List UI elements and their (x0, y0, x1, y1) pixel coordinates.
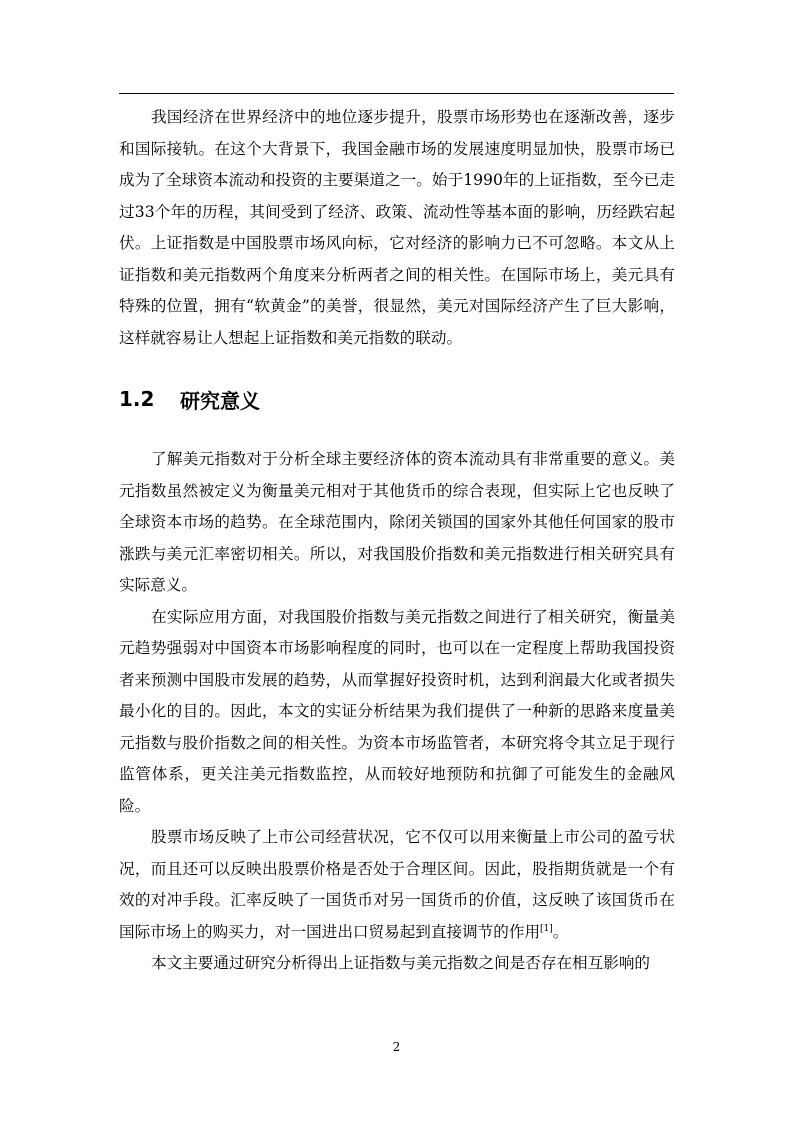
header-rule (119, 93, 674, 94)
citation-reference: [1] (540, 923, 553, 934)
intro-paragraph: 我国经济在世界经济中的地位逐步提升，股票市场形势也在逐渐改善，逐步和国际接轨。在这个大背景下，我国金融市场的发展速度明显加快，股票市场已成为了全球资本流动和投资的主要渠道之一。始于1990年的上证指数，至今已走过33个年的历程，其间受到了经济、政策、流动性等基本面的影响，历经跌宕起伏。上证指数是中国股票市场风向标，它对经济的影响力已不可忽略。本文从上证指数和美元指数两个角度来分析两者之间的相关性。在国际市场上，美元具有特殊的位置，拥有“软黄金”的美誉，很显然，美元对国际经济产生了巨大影响，这样就容易让人想起上证指数和美元指数的联动。 (119, 108, 675, 347)
page-number: 2 (392, 1040, 401, 1054)
paragraph-text: 股票市场反映了上市公司经营状况，它不仅可以用来衡量上市公司的盈亏状况，而且还可以反映出股票价格是否处于合理区间。因此，股指期货就是一个有效的对冲手段。汇率反映了一国货币对另一国货币的价值，这反映了该国货币在国际市场上的购买力，对一国进出口贸易起到直接调节的作用 (119, 828, 675, 941)
significance-paragraph-1: 了解美元指数对于分析全球主要经济体的资本流动具有非常重要的意义。美元指数虽然被定义为衡量美元相对于其他货币的综合表现，但实际上它也反映了全球资本市场的趋势。在全球范围内，除闭关锁国的国家外其他任何国家的股市涨跌与美元汇率密切相关。所以，对我国股价指数和美元指数进行相关研究具有实际意义。 (119, 450, 675, 594)
significance-paragraph-2: 在实际应用方面，对我国股价指数与美元指数之间进行了相关研究，衡量美元趋势强弱对中国资本市场影响程度的同时，也可以在一定程度上帮助我国投资者来预测中国股市发展的趋势，从而掌握好投资时机，达到利润最大化或者损失最小化的目的。因此，本文的实证分析结果为我们提供了一种新的思路来度量美元指数与股价指数之间的相关性。为资本市场监管者，本研究将令其立足于现行监管体系，更关注美元指数监控，从而较好地预防和抗御了可能发生的金融风险。 (119, 607, 675, 815)
section-heading (119, 354, 675, 444)
page-body (119, 102, 675, 980)
section-number: 1.2 (119, 387, 155, 411)
significance-paragraph-3 (119, 822, 675, 948)
section-title: 研究意义 (180, 388, 260, 413)
significance-paragraph-4: 本文主要通过研究分析得出上证指数与美元指数之间是否存在相互影响的 (151, 954, 651, 972)
paragraph-ending: 。 (552, 922, 569, 941)
